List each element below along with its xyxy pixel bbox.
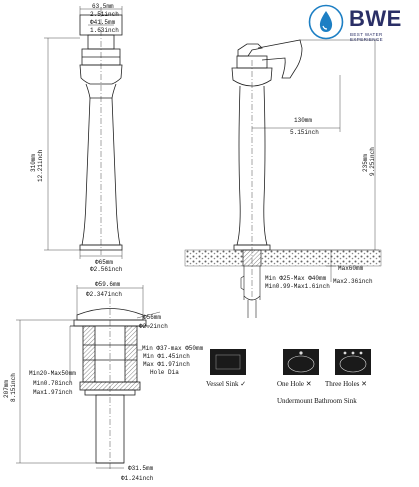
pipe-dia-mm: Φ31.5mm [128, 465, 154, 472]
base-dia-in: Φ2.56inch [90, 266, 123, 273]
undermount-caption: Undermount Bathroom Sink [277, 397, 357, 405]
thread-range-mm: Min20-Max50mm [29, 370, 76, 377]
cross-mark-icon: ✕ [361, 380, 368, 388]
brand-name: BWE [349, 6, 402, 31]
one-hole-label: One Hole ✕ [277, 380, 312, 388]
check-mark-icon: ✓ [240, 380, 247, 388]
deck-range-mm: Min Φ25-Max Φ40mm [265, 275, 327, 282]
thread-min-in: Min0.78inch [33, 380, 73, 387]
hole-min-in: Min Φ1.45inch [143, 353, 190, 360]
brand-logo [306, 4, 414, 42]
top-width-mm: 63.5mm [92, 3, 114, 10]
base-dia-mm: Φ65mm [95, 259, 114, 266]
ring-dia-mm: Φ56mm [143, 314, 162, 321]
front-view-dimensions [44, 6, 122, 259]
thread-max-in: Max1.97inch [33, 389, 73, 396]
side-height-in: 9.25inch [369, 147, 376, 176]
deck-range-in: Min0.99-Max1.6inch [265, 283, 330, 290]
vessel-sink-label: Vessel Sink ✓ [206, 380, 247, 388]
one-hole-sink-icon [283, 349, 319, 375]
cross-mark-icon: ✕ [305, 380, 312, 388]
side-height-mm: 235mm [362, 153, 369, 172]
reach-mm: 130mm [294, 117, 313, 124]
hole-dia-label: Hole Dia [150, 369, 179, 376]
vessel-sink-icon [210, 349, 246, 375]
three-holes-label: Three Holes ✕ [325, 380, 368, 388]
front-height-mm: 310mm [30, 153, 37, 172]
drain-length-in: 8.15inch [10, 373, 17, 402]
hole-range-mm: Min Φ37-max Φ50mm [142, 345, 204, 352]
front-height-in: 12.21inch [37, 149, 44, 182]
deck-max-in: Max2.36inch [333, 278, 373, 285]
water-drop-icon [308, 4, 344, 40]
cap-dia-in: Φ2.347inch [86, 291, 123, 298]
front-view-faucet [80, 8, 122, 255]
reach-in: 5.15inch [290, 129, 319, 136]
deck-max-mm: Max60mm [338, 265, 364, 272]
hole-max-in: Max Φ1.97inch [143, 361, 190, 368]
drain-length-mm: 207mm [3, 379, 10, 398]
three-holes-sink-icon [335, 349, 371, 375]
top-width-in: 2.51inch [90, 11, 119, 18]
cap-dia-mm: Φ59.6mm [95, 281, 121, 288]
handle-dia-mm: Φ41.5mm [90, 19, 116, 26]
handle-dia-in: 1.63inch [90, 27, 119, 34]
drain-cross-section [70, 298, 150, 470]
pipe-dia-in: Φ1.24inch [121, 475, 154, 482]
ring-dia-in: Φ2.2inch [139, 323, 168, 330]
brand-tagline: BEST WATER EXPERIENCE [350, 32, 384, 42]
